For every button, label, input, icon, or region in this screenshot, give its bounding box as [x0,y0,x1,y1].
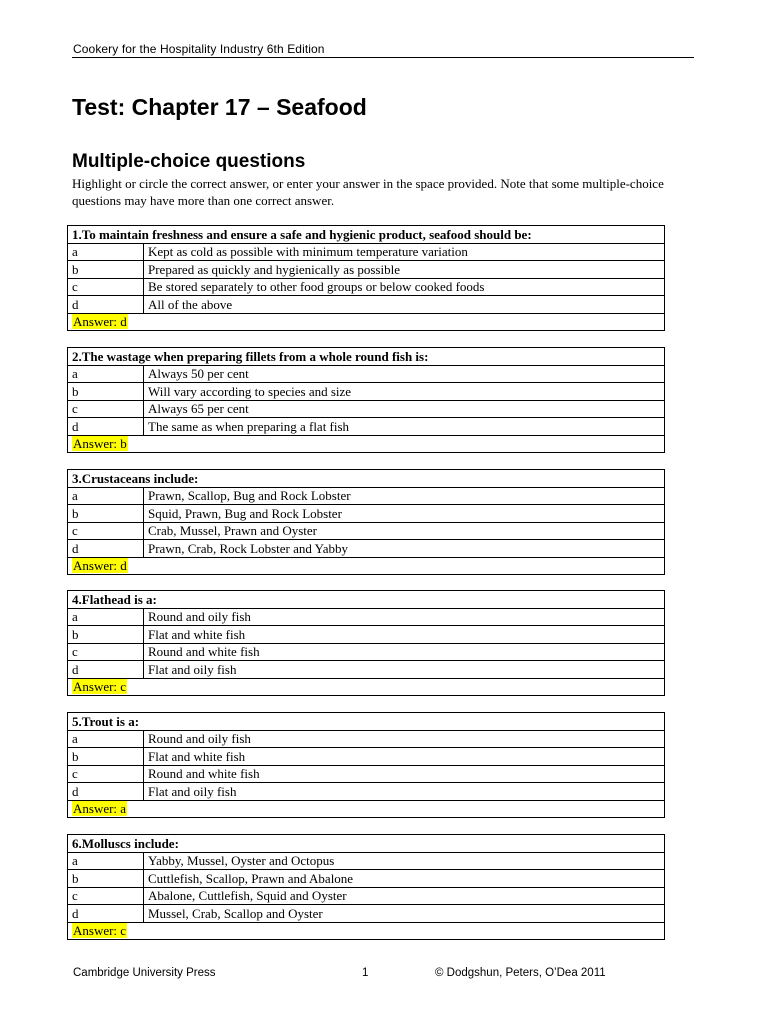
option-text: Flat and white fish [144,626,665,644]
option-row[interactable] [68,870,665,888]
answer-highlight: Answer: b [73,436,127,452]
option-row[interactable] [68,505,665,523]
option-text: Abalone, Cuttlefish, Squid and Oyster [144,887,665,905]
option-text: Round and oily fish [144,730,665,748]
question-6-table [67,834,665,940]
option-text: Round and white fish [144,643,665,661]
option-text: Kept as cold as possible with minimum temperature variation [144,243,665,261]
option-letter: a [68,852,144,870]
option-letter: d [68,296,144,314]
footer-page-number: 1 [362,967,369,979]
option-row[interactable] [68,765,665,783]
option-row[interactable] [68,730,665,748]
option-text: Squid, Prawn, Bug and Rock Lobster [144,505,665,523]
section-title: Multiple-choice questions [72,151,306,172]
answer-highlight: Answer: c [73,679,127,695]
answer-cell[interactable] [68,922,665,940]
option-letter: c [68,400,144,418]
option-text: Crab, Mussel, Prawn and Oyster [144,522,665,540]
option-text: Prawn, Scallop, Bug and Rock Lobster [144,487,665,505]
question-1-table [67,225,665,331]
option-row[interactable] [68,261,665,279]
answer-cell[interactable] [68,435,665,453]
option-row[interactable] [68,278,665,296]
option-row[interactable] [68,487,665,505]
option-letter: a [68,730,144,748]
option-text: Round and oily fish [144,608,665,626]
option-text: Be stored separately to other food groups or below cooked foods [144,278,665,296]
option-row[interactable] [68,365,665,383]
option-text: Round and white fish [144,765,665,783]
option-letter: b [68,261,144,279]
option-letter: c [68,643,144,661]
option-letter: d [68,661,144,679]
option-row[interactable] [68,887,665,905]
option-row[interactable] [68,540,665,558]
option-row[interactable] [68,400,665,418]
option-row[interactable] [68,383,665,401]
option-letter: d [68,783,144,801]
option-text: Cuttlefish, Scallop, Prawn and Abalone [144,870,665,888]
option-letter: d [68,418,144,436]
option-text: Always 65 per cent [144,400,665,418]
question-prompt: 2.The wastage when preparing fillets from a whole round fish is: [68,348,665,366]
option-letter: c [68,765,144,783]
option-letter: c [68,278,144,296]
option-row[interactable] [68,626,665,644]
option-row[interactable] [68,608,665,626]
option-text: Flat and oily fish [144,661,665,679]
question-5-table [67,712,665,818]
answer-highlight: Answer: d [73,314,127,330]
footer-copyright: © Dodgshun, Peters, O’Dea 2011 [435,967,606,979]
option-text: Flat and oily fish [144,783,665,801]
option-text: The same as when preparing a flat fish [144,418,665,436]
option-letter: b [68,383,144,401]
instructions: Highlight or circle the correct answer, or enter your answer in the space provided. Note that some multiple-choice questions may have more than one correct answer. [72,176,664,208]
option-row[interactable] [68,852,665,870]
option-row[interactable] [68,296,665,314]
option-letter: a [68,365,144,383]
question-3-table [67,469,665,575]
option-letter: b [68,870,144,888]
option-letter: c [68,887,144,905]
option-text: Flat and white fish [144,748,665,766]
option-letter: a [68,608,144,626]
answer-cell[interactable] [68,800,665,818]
option-letter: a [68,487,144,505]
option-text: Prawn, Crab, Rock Lobster and Yabby [144,540,665,558]
option-row[interactable] [68,243,665,261]
option-text: Yabby, Mussel, Oyster and Octopus [144,852,665,870]
question-prompt: 5.Trout is a: [68,713,665,731]
option-letter: b [68,748,144,766]
option-row[interactable] [68,522,665,540]
question-prompt: 1.To maintain freshness and ensure a safe and hygienic product, seafood should be: [68,226,665,244]
option-row[interactable] [68,748,665,766]
question-prompt: 6.Molluscs include: [68,835,665,853]
option-letter: d [68,540,144,558]
option-text: Always 50 per cent [144,365,665,383]
answer-cell[interactable] [68,678,665,696]
option-letter: d [68,905,144,923]
question-4-table [67,590,665,696]
option-letter: b [68,505,144,523]
answer-highlight: Answer: a [73,801,127,817]
option-text: Mussel, Crab, Scallop and Oyster [144,905,665,923]
page-title: Test: Chapter 17 – Seafood [72,94,367,120]
question-prompt: 4.Flathead is a: [68,591,665,609]
answer-cell[interactable] [68,313,665,331]
option-letter: a [68,243,144,261]
option-row[interactable] [68,418,665,436]
answer-highlight: Answer: c [73,923,127,939]
option-row[interactable] [68,643,665,661]
header-rule [72,57,694,58]
footer-publisher: Cambridge University Press [73,967,216,979]
option-text: Will vary according to species and size [144,383,665,401]
option-row[interactable] [68,783,665,801]
answer-highlight: Answer: d [73,558,127,574]
question-2-table [67,347,665,453]
answer-cell[interactable] [68,557,665,575]
option-letter: c [68,522,144,540]
question-prompt: 3.Crustaceans include: [68,470,665,488]
option-row[interactable] [68,905,665,923]
option-text: Prepared as quickly and hygienically as possible [144,261,665,279]
running-header: Cookery for the Hospitality Industry 6th Edition [73,42,325,56]
option-letter: b [68,626,144,644]
option-text: All of the above [144,296,665,314]
option-row[interactable] [68,661,665,679]
